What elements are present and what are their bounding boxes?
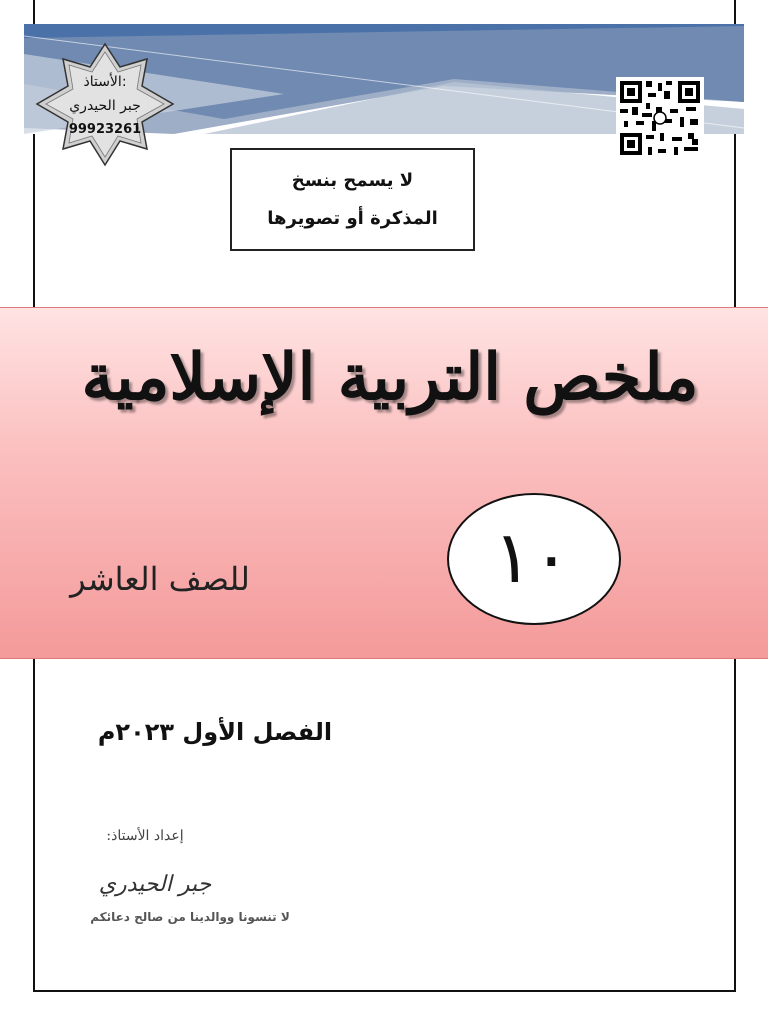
dua-text: لا تنسونا ووالدينا من صالح دعائكم [90, 910, 290, 924]
copyright-notice [230, 148, 475, 251]
qr-code-icon[interactable] [616, 77, 704, 159]
grade-number: ١٠ [493, 515, 571, 599]
cover-title: ملخص التربية الإسلامية [81, 340, 699, 415]
notice-line-1: لا يسمح بنسخ [291, 169, 414, 191]
teacher-badge [34, 70, 176, 142]
grade-label: للصف العاشر [70, 560, 250, 598]
badge-name: جبر الحيدري [69, 98, 141, 114]
badge-title: الأستاذ: [83, 74, 127, 90]
prepared-by-label: إعداد الأستاذ: [106, 828, 184, 844]
author-signature: جبر الحيدري [98, 872, 212, 897]
term-label: الفصل الأول ٢٠٢٣م [97, 718, 333, 746]
badge-phone: 99923261 [68, 122, 142, 137]
notice-line-2: المذكرة أو تصويرها [267, 207, 438, 229]
